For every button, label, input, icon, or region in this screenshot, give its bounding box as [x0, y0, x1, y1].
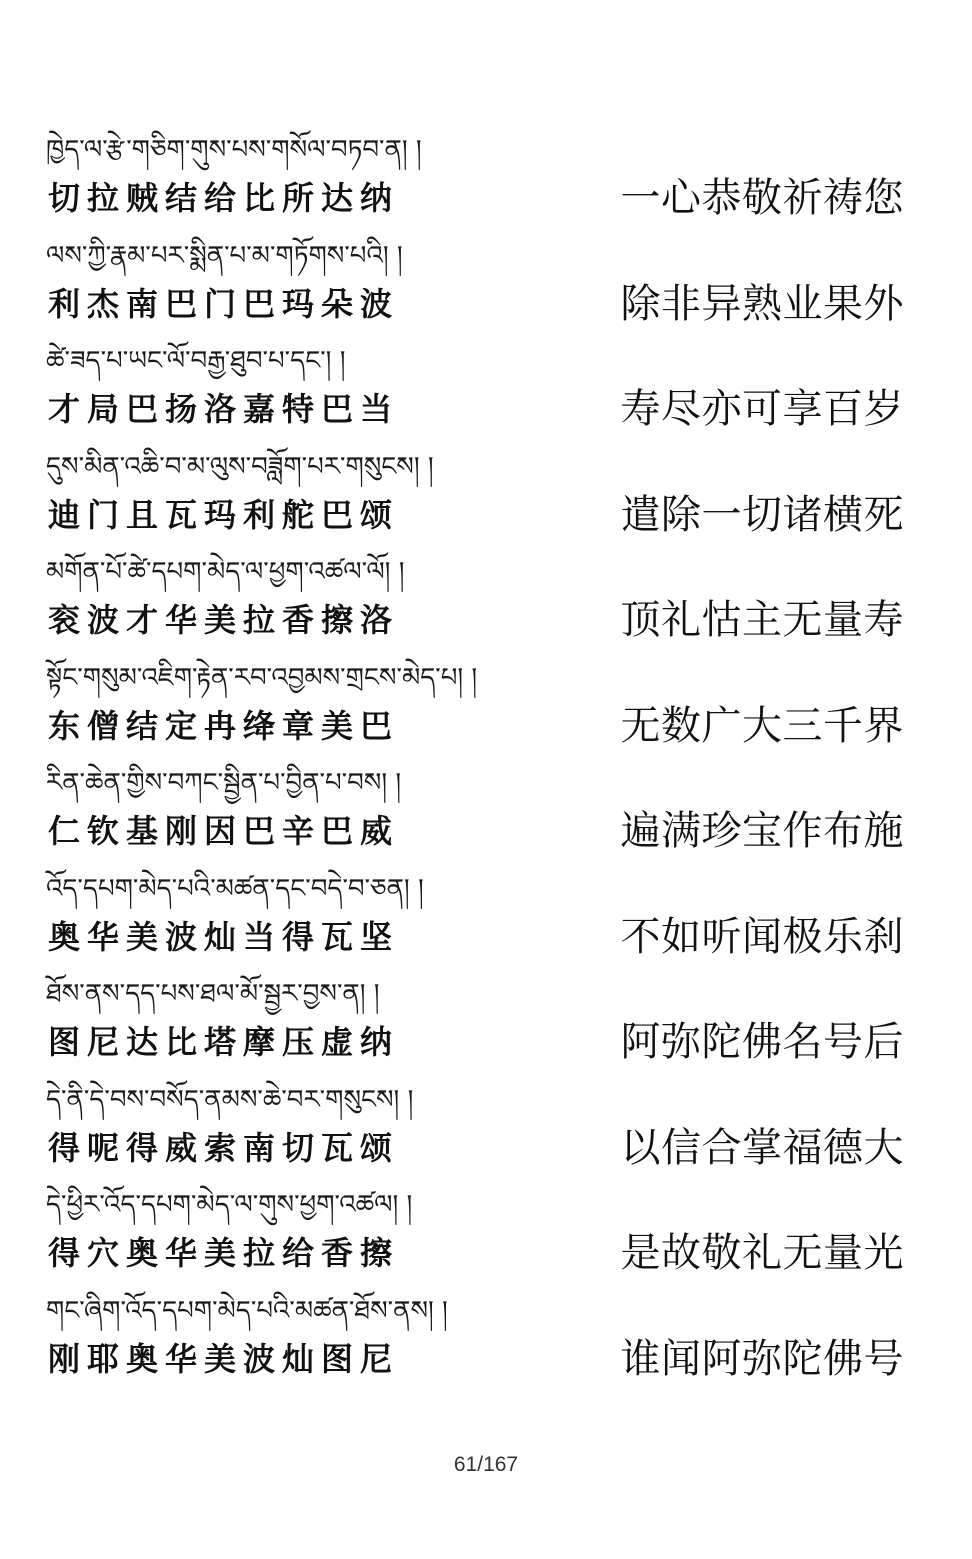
verse-line [0, 445, 972, 551]
verse-line [0, 867, 972, 973]
verse-line [0, 339, 972, 445]
tibetan-text: གང་ཞིག་འོད་དཔག་མེད་པའི་མཚན་ཐོས་ནས། ། [46, 1295, 448, 1326]
page-number: 61/167 [453, 1453, 519, 1476]
verse-line [0, 234, 972, 340]
chinese-phonetic-text: 东僧结定冉绛章美巴 [48, 706, 400, 745]
verse-line [0, 761, 972, 867]
chinese-translation-text: 寿尽亦可享百岁 [620, 386, 904, 432]
chinese-translation-text: 一心恭敬祈祷您 [620, 175, 904, 221]
tibetan-text: འོད་དཔག་མེད་པའི་མཚན་དང་བདེ་བ་ཅན། ། [46, 873, 424, 904]
verse-line [0, 656, 972, 762]
chinese-phonetic-text: 利杰南巴门巴玛朵波 [48, 284, 400, 323]
chinese-translation-text: 遣除一切诸横死 [620, 491, 904, 538]
chinese-translation-text: 不如听闻极乐刹 [620, 913, 904, 960]
tibetan-text: རིན་ཆེན་གྱིས་བཀང་སྦྱིན་པ་བྱིན་པ་བས། ། [46, 768, 402, 798]
tibetan-text: དེ་ནི་དེ་བས་བསོད་ནམས་ཆེ་བར་གསུངས། ། [46, 1084, 414, 1115]
chinese-translation-text: 谁闻阿弥陀佛号 [620, 1335, 904, 1382]
verse-line [0, 1289, 972, 1395]
verse-line [0, 972, 972, 1078]
chinese-phonetic-text: 刚耶奥华美波灿图尼 [48, 1339, 400, 1378]
chinese-translation-text: 除非异熟业果外 [620, 280, 904, 327]
chinese-phonetic-text: 得穴奥华美拉给香擦 [48, 1234, 400, 1272]
chinese-phonetic-text: 图尼达比塔摩压虚纳 [48, 1023, 400, 1061]
chinese-phonetic-text: 仁钦基刚因巴辛巴威 [48, 812, 400, 850]
tibetan-text: ཚེ་ཟད་པ་ཡང་ལོ་བརྒྱ་ཐུབ་པ་དང་། ། [46, 346, 346, 376]
tibetan-text: མགོན་པོ་ཚེ་དཔག་མེད་ལ་ཕྱག་འཚལ་ལོ། ། [46, 557, 405, 587]
chinese-phonetic-text: 才局巴扬洛嘉特巴当 [48, 390, 400, 428]
tibetan-text: དེ་ཕྱིར་འོད་དཔག་མེད་ལ་གུས་ཕྱག་འཚལ། ། [46, 1190, 413, 1220]
verse-line [0, 128, 972, 234]
chinese-translation-text: 阿弥陀佛名号后 [620, 1019, 904, 1065]
verse-line [0, 1183, 972, 1289]
tibetan-text: སྟོང་གསུམ་འཇིག་རྟེན་རབ་འབྱམས་གྲངས་མེད་པ། ། [46, 662, 478, 693]
chinese-translation-text: 遍满珍宝作布施 [620, 808, 904, 854]
chinese-translation-text: 是故敬礼无量光 [620, 1230, 904, 1276]
chinese-phonetic-text: 奥华美波灿当得瓦坚 [48, 917, 400, 956]
tibetan-text: ཐོས་ནས་དད་པས་ཐལ་མོ་སྦྱར་བྱས་ན། ། [46, 979, 380, 1009]
chinese-translation-text: 无数广大三千界 [620, 702, 904, 749]
verse-line [0, 1078, 972, 1184]
tibetan-text: ཁྱེད་ལ་རྩེ་གཅིག་གུས་པས་གསོལ་བཏབ་ན། ། [46, 135, 422, 165]
chinese-translation-text: 顶礼怙主无量寿 [620, 597, 904, 643]
verse-list [0, 128, 972, 1394]
chinese-phonetic-text: 迪门且瓦玛利舵巴颂 [48, 495, 400, 534]
chinese-translation-text: 以信合掌福德大 [620, 1124, 904, 1171]
chinese-phonetic-text: 切拉贼结给比所达纳 [48, 179, 400, 217]
chinese-phonetic-text: 衮波才华美拉香擦洛 [48, 601, 400, 639]
chinese-phonetic-text: 得呢得威索南切瓦颂 [48, 1128, 400, 1167]
tibetan-text: དུས་མིན་འཆི་བ་མ་ལུས་བཟློག་པར་གསུངས། ། [46, 451, 434, 482]
verse-line [0, 550, 972, 656]
tibetan-text: ལས་ཀྱི་རྣམ་པར་སྨིན་པ་མ་གཏོགས་པའི། ། [46, 240, 403, 271]
